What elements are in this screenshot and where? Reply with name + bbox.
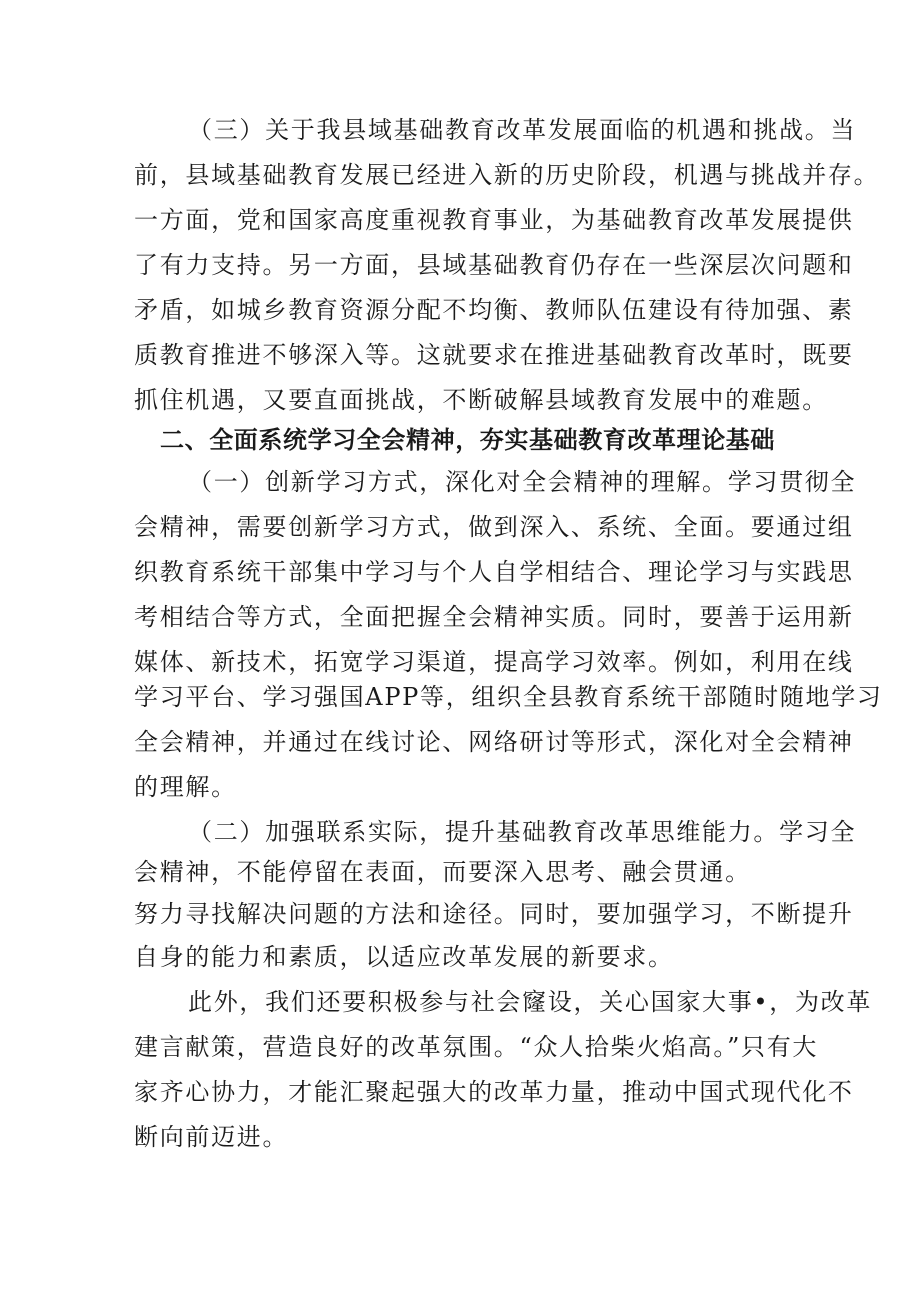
paragraph-line: 努力寻找解决问题的方法和途径。同时，要加强学习，不断提升 — [134, 900, 854, 928]
paragraph-line: 矛盾，如城乡教育资源分配不均衡、教师队伍建设有待加强、素 — [134, 296, 854, 324]
paragraph-line: 学习平台、学习强国APP等，组织全县教育系统干部随时随地学习 — [134, 683, 883, 711]
paragraph-line: 会精神，不能停留在表面，而要深入思考、融会贯通。 — [134, 858, 751, 886]
paragraph-line: 断向前迈进。 — [134, 1123, 289, 1151]
paragraph-line: （二）加强联系实际，提升基础教育改革思维能力。学习全 — [188, 818, 857, 846]
paragraph-line: 会精神，需要创新学习方式，做到深入、系统、全面。要通过组 — [134, 513, 854, 541]
paragraph-line: 了有力支持。另一方面，县域基础教育仍存在一些深层次问题和 — [134, 251, 854, 279]
paragraph-line: 建言献策，营造良好的改革氛围。“众人拾柴火焰高。”只有大 — [134, 1033, 819, 1061]
paragraph-line: 织教育系统干部集中学习与个人自学相结合、理论学习与实践思 — [134, 558, 854, 586]
paragraph-line: 考相结合等方式，全面把握全会精神实质。同时，要善于运用新 — [134, 603, 854, 631]
paragraph-line: 抓住机遇，又要直面挑战，不断破解县域教育发展中的难题。 — [134, 386, 828, 414]
paragraph-line: 家齐心协力，才能汇聚起强大的改革力量，推动中国式现代化不 — [134, 1078, 854, 1106]
paragraph-line: （三）关于我县域基础教育改革发展面临的机遇和挑战。当 — [188, 116, 857, 144]
paragraph-line: 一方面，党和国家高度重视教育事业，为基础教育改革发展提供 — [134, 206, 854, 234]
paragraph-line: 质教育推进不够深入等。这就要求在推进基础教育改革时，既要 — [134, 341, 854, 369]
paragraph-line: 全会精神，并通过在线讨论、网络研讨等形式，深化对全会精神 — [134, 728, 854, 756]
paragraph-line: （一）创新学习方式，深化对全会精神的理解。学习贯彻全 — [188, 468, 857, 496]
paragraph-line: 的理解。 — [134, 773, 237, 801]
section-heading: 二、全面系统学习全会精神，夯实基础教育改革理论基础 — [160, 426, 775, 454]
paragraph-line: 媒体、新技术，拓宽学习渠道，提高学习效率。例如，利用在线 — [134, 648, 854, 676]
paragraph-line: 自身的能力和素质，以适应改革发展的新要求。 — [134, 943, 674, 971]
paragraph-line: 此外，我们还要积极参与社会窿设，关心国家大事•，为改革 — [188, 988, 873, 1016]
paragraph-line: 前，县域基础教育发展已经进入新的历史阶段，机遇与挑战并存。 — [134, 161, 880, 189]
